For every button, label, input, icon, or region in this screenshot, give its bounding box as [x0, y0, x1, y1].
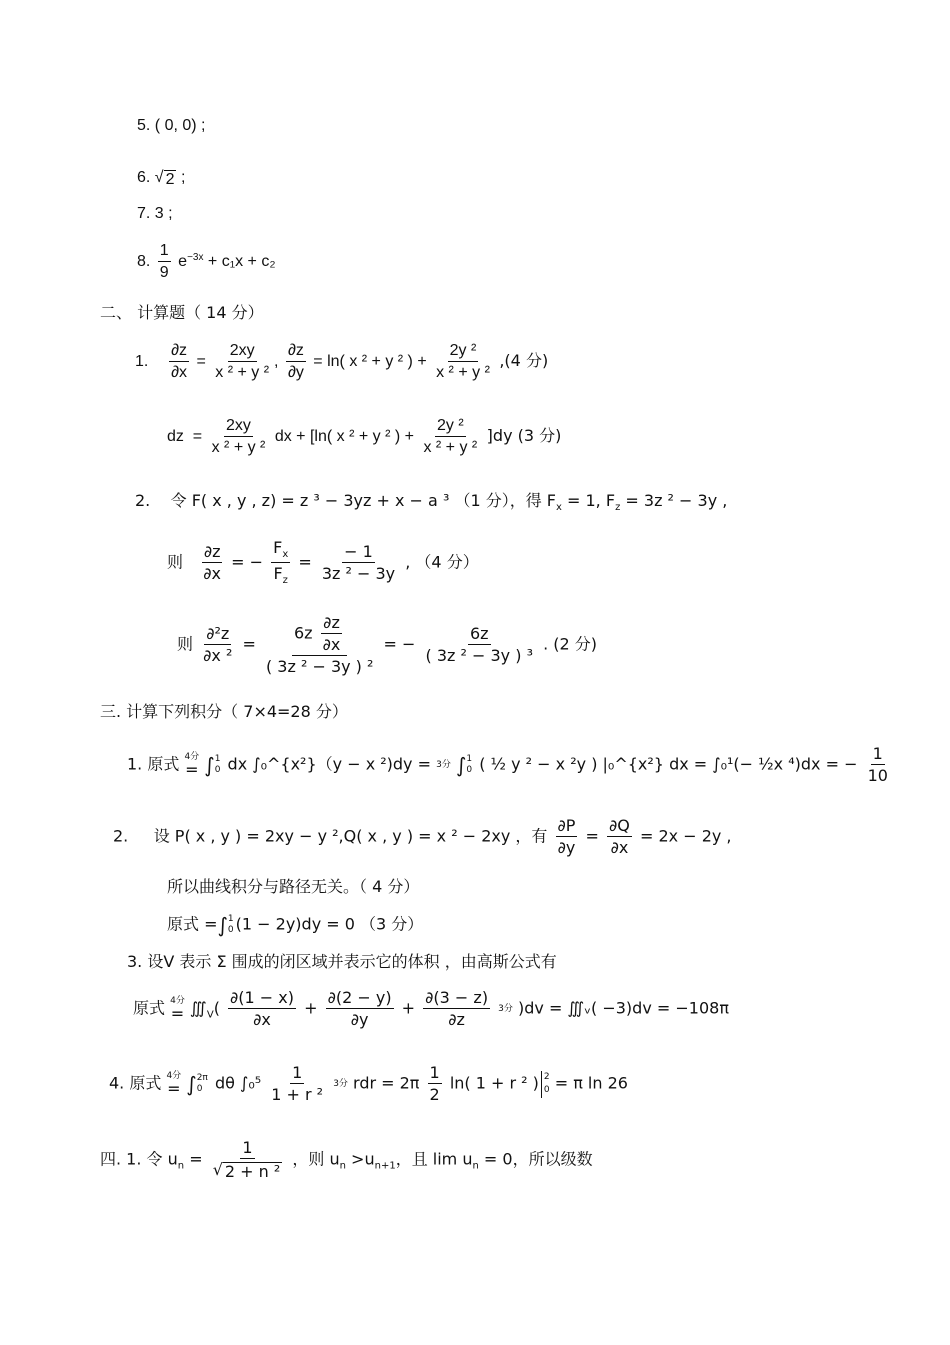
dz-expression: dz = $\frac{2xy}{\text{x ² + y ²}}$ dx + [ln( x ² + y ² ) + $\frac{\text{2y ²}}{\text{x ² + y ²}}$ ]dy (3 分) [167, 417, 562, 456]
answer-5: 5. ( 0, 0) ; [137, 117, 206, 134]
answer-7: 7. 3 ; [137, 205, 173, 222]
integral-3: 原式 4分 = $∭_V$( $\frac{\partial(1 - x)}{\partial x}$ + $\frac{\partial(2 - y)}{\partial y}$ + $\frac{\partial(3 - z)}{\partial z}$ 3分 )dv = ∭ᵥ( −3)dv = −108π [133, 988, 729, 1029]
section-3-title: 三. 计算下列积分（ 7×4=28 分） [100, 702, 348, 721]
gauss-intro: 3. 设V 表示 Σ 围成的闭区域并表示它的体积 ，由高斯公式有 [127, 952, 557, 971]
sqrt-symbol: √ 2 [154, 169, 175, 188]
integral-4: 4. 原式 4分 = ∫ 2π 0 dθ ∫₀⁵ $\frac{1}{\text{1 + r ²}}$ 3分 rdr = 2π $\frac{1}{2}$ ln( 1 + r ² ) 2 0 = π ln 26 [109, 1063, 628, 1104]
section-4-line: 四. 1. 令 $u_n$ = 1 √ 2 + n ² ，则 $u_n >u_{n+1}$，且 $\lim u_n = 0$，所以级数 [100, 1138, 593, 1181]
section-2-title: 二、 计算题（ 14 分） [100, 303, 264, 322]
integral-2-result: 原式 =∫ 1 0 (1 − 2y)dy = 0 （3 分） [167, 912, 424, 937]
partial-z-x: 则 $\frac{\partial z}{\partial x}$ = − $\frac{F_x}{F_z}$ = $\frac{- 1}{\text{3z ² − 3y}}$ , （4 分） [167, 538, 479, 587]
integral-1: 1. 原式 4分 = ∫ 1 0 dx ∫₀^{x²}（y − x ²)dy = 3分 ∫ 1 0 ( ½ y ² − x ²y ) |₀^{x²} dx = ∫₀¹(− ½x ⁴)dx = − $\frac{1}{10}$ [127, 744, 888, 785]
answer-8: 8. $\frac{1}{9}$ $e^{-3x} + c_1x + c_2$ [137, 242, 276, 281]
problem-2-1: 1. $\frac{\partial z}{\partial x}$ = $\frac{2xy}{\text{x ² + y ²}}$ , $\frac{\partial z}{\partial y}$ = ln( x ² + y ² ) + $\frac{\text{2y ²}}{\text{x ² + y ²}}$ ,(4 分) [135, 342, 549, 381]
path-independence-note: 所以曲线积分与路径无关。（ 4 分） [167, 877, 420, 896]
integral-2: 2. 设 P( x , y ) = 2xy − y ²,Q( x , y ) = x ² − 2xy ，有 $\frac{\partial P}{\partial y}$ = $\frac{\partial Q}{\partial x}$ = 2x − 2y , [113, 816, 732, 857]
second-partial: 则 $\frac{\text{∂²z}}{\text{∂x ²}}$ = 6z $\frac{\partial z}{\partial x}$ ( 3z ² − 3y ) ² = − $\frac{6z}{\text{( 3z ² − 3y ) ³}}$ . (2 分) [177, 613, 598, 676]
problem-2-2: 2. 令 F( x , y , z) = z ³ − 3yz + x − a ³ （1 分），得 $F_x = 1$, $F_z = 3z$ ² − 3y , [135, 491, 728, 514]
answer-6: 6. √ 2 ; [137, 169, 186, 188]
